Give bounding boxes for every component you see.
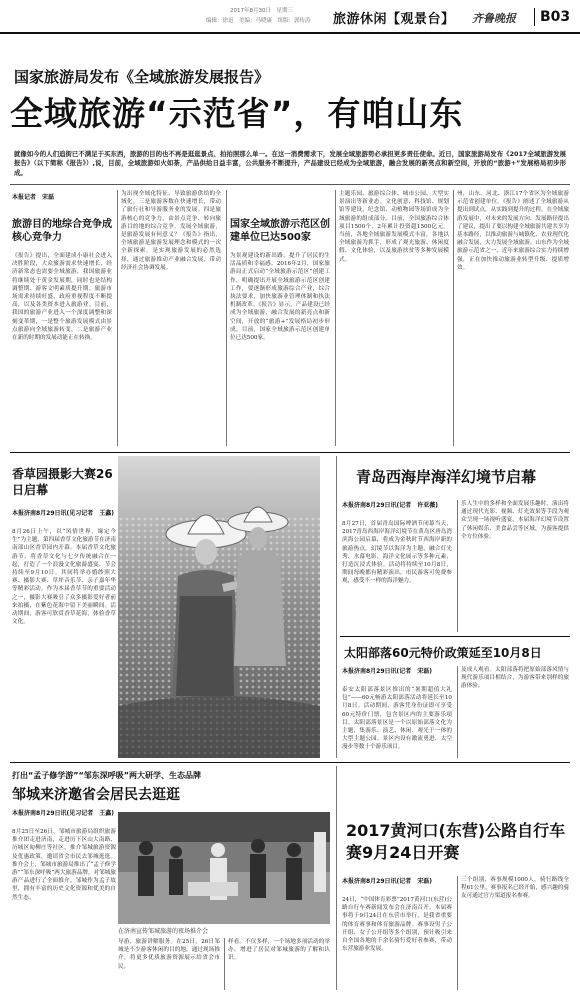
mid-right-body-2: 乐人生中的多样和全面发展乐趣时，演出将通过现代光影、视频、灯光效果等手段为观众呈现一场视听盛宴。本届海洋幻境节设置了休闲娱乐、美食品尝等区域，为游客提供全方位体验。	[461, 501, 569, 540]
header-page-number: B03	[540, 9, 571, 25]
bottom-sep	[336, 766, 337, 990]
yellow-reporter: 本报济南8月29日讯(记者 宋磊)	[342, 878, 433, 885]
top-col-4: 主题乐园、旅游综合体、城市公园、大型实景演出等新业态。文化创意、科技馆、规划馆等建设，纪念馆、动植物园等场馆成为全域旅游的组成部分。目前，全国旅游综合体项目1500个，2年累计投资超1500亿元。当前，各地全域旅游发展模式丰富，各地以全域旅游为抓手，形成了观光旅游、休闲度假、文化体验，以及旅游扶贫等多种发展模式。	[339, 191, 449, 263]
yellow-body: 24日，“中国体育彩票”2017黄河口(东营)公路自行车赛新闻发布会在济南召开。本届赛事将于9月24日在东营市举行，是我省重要的体育赛事和体育旅游品牌。赛事设男子公开组、女子公开组等多个组别，预计吸引来自全国各地的千余名骑行爱好者参赛，带动东营旅游业发展。	[342, 897, 452, 953]
header-meta-date: 2017年8月30日 星期三	[230, 8, 293, 14]
bottom-left-kicker: 打出“孟子修学游”“邹东深呼吸”两大研学、生态品牌	[12, 771, 202, 780]
taier-body-2: 及成人观看。太阳部落将把原始部落风情与现代游乐项目相结合，为游客带来别样的旅游体验。	[461, 667, 569, 690]
top-col-3: 为景观建设的新出路，提升了居民的生活品质和幸福感。2016年2月，国家旅游局正式启动“全域旅游示范区”创建工作，明确提出开展全域旅游示范区创建工作，要逐渐形成旅游综合产业，综合执法要求，加快旅游业管理体制和执法机制改革。《报告》显示，产品建设已经成为全域旅游、融合发展的新亮点和新空间，开放的“旅游+”发展格局初步形成。目前，国家全域旅游示范区创建单位已达500家。	[230, 253, 330, 342]
yellow-headline: 2017黄河口(东营)公路自行车赛9月24日开赛	[346, 821, 566, 862]
top-lead: 就像如今的人们追街已不满足于买东西，旅游的目的也不再是逛逛景点、拍拍照那么单一。在这一消费需求下，发展全域旅游势必承担更多责任使命。近日，国家旅游局发布《2017全域旅游发展报告》（以下简称《报告》）,说，目前，全域旅游如火如荼，产品供给日益丰富，公共服务不断提升，产品建设已经成为全域旅游，融合发展的新亮点和新空间，开放的“旅游+”发展格局初步形成。	[14, 150, 566, 177]
flower-field-photo	[118, 456, 320, 758]
mid-left-headline: 香草园摄影大赛26日启幕	[12, 467, 113, 497]
mid-right-rule	[340, 636, 570, 637]
promotion-event-illustration	[118, 812, 330, 924]
bottom-left-col-sep	[224, 938, 225, 990]
top-col-sep-3	[335, 190, 336, 446]
top-subhead-2: 国家全域旅游示范区创建单位已达500家	[230, 219, 330, 243]
taier-headline: 太阳部落60元特价政策延至10月8日	[344, 646, 542, 660]
mid-left-reporter: 本报济南8月29日讯(见习记者 王鑫)	[12, 510, 115, 517]
header-brand-logo: 齐鲁晚报	[472, 12, 516, 25]
promotion-event-photo	[118, 812, 330, 924]
top-col-2: 为出现全域化特征，导致旅游供给的全域化。三是旅游客数在快速增长，带动了旅行社和导游服务业的发展。四是旅游核心的竞争力，由景点竞争、转向旅游目的地的综合竞争。发展全域旅游，是旅游发展有何意义？《报告》指出，全域旅游是旅游发展理念和模式的一次全新探索，是实现旅游发展的必然选择，通过旅游推动产业融合发展，带动经济社会协调发展。	[121, 191, 221, 271]
top-col-sep-4	[453, 190, 454, 446]
top-col-1: 《报告》提出，全面建成小康社会进入决胜阶段，大众旅游需求快速增长，经济新常态也需要全域旅游，我国旅游业将继续处于黄金发展期，同时也是结构调整期、游客文明素质提升期。旅游市场需求持续旺盛，政府重视程度不断提高，以及各类资本进入旅游业。目前，我国的旅游产业进入一个深度调整和深刻变革期，一是整个旅游发展模式由景点旅游向全域旅游转变，二是旅游产业在新的时期的发展动能正在转换。	[12, 253, 112, 342]
promotion-photo-caption: 在济南宣传邹城旅游的夜场推介会	[118, 928, 209, 935]
mid-left-body: 8月26日上午，以“风情世界，缘定今生”为主题，第四届香草文化旅游节在济南南部山区香草园内开幕。本届香草文化旅游节，将香草文化与七夕传统融合在一起，打造了一个浪漫文化旅游盛宴。节会持续至9月10日。其间将举办婚纱照大赛、摄影大赛、草坪音乐节、亲子嘉年华等精彩活动。作为本届香草节的重要活动之一，摄影大赛吸引了众多摄影爱好者前来拍摄，在紫色花海中留下美丽瞬间。活动期间，游客可欣赏香草花海，体验香草文化。	[12, 529, 116, 626]
mid-right-body: 8月27日，首届青岛国际啤酒节闭幕当天，2017青岛西海岸海洋幻境节在黄岛区唐岛湾滨海公园启幕，将成为金秋时节西海岸新的旅游热点。幻境节以海洋为主题，融合灯光秀、水幕电影、海洋文化展示等多种元素，打造沉浸式体验。活动将持续至10月8日，期间每晚都有精彩演出，市民游客可免费参观，感受不一样的海洋魅力。	[342, 521, 452, 585]
top-reporter: 本报记者 宋磊	[12, 194, 55, 201]
mid-right-reporter: 本报济南8月29日讯(记者 许亚薇)	[342, 502, 439, 509]
top-col-sep-2	[226, 190, 227, 446]
top-kicker: 国家旅游局发布《全域旅游发展报告》	[14, 68, 270, 86]
header-meta-editors: 编辑：徐迅 美编：马晓康 组版：郭传涛	[206, 18, 311, 24]
top-col-5: 州，山东、河北、浙江17个省区为全域旅游示范省创建单位。《报告》阐述了全域旅游从提出到试点，从实践到提升的过程。在全域旅游发展中，对未来的发展方向、发展路径提出了建议，提出了要以构建全域旅游共建共享为基本路径，以推动旅游与城镇化、农业现代化融合发展，大力发展全域旅游。山东作为全域旅游示范省之一，近年来旅游综合实力持续增强，正在加快推动旅游业转型升级、提质增效。	[457, 191, 569, 271]
bottom-left-col-2: 导游、旅游讲解服务。在25日，26日邹城是不少游客休闲的目的地，通过现场推介，将更多优质旅游资源展示给省会市民。	[118, 939, 220, 970]
yellow-col-sep	[457, 876, 458, 990]
top-headline: 全域旅游“示范省”，有咱山东	[10, 94, 464, 133]
bottom-left-headline: 邹城来济邀省会居民去逛逛	[12, 787, 180, 803]
mid-photo-sep	[336, 456, 337, 758]
taier-reporter: 本报济南8月29日讯(记者 宋磊)	[342, 668, 433, 675]
top-lead-rule	[10, 184, 570, 185]
header-rule	[0, 32, 580, 34]
yellow-body-2: 三个组别，赛事规模1000人，骑行路线全程61公里。赛事报名已经开始，感兴趣的骑友可通过官方渠道报名参赛。	[461, 877, 569, 900]
header-divider-bar	[534, 8, 535, 26]
taier-body: 泰安太阳部落景区推出的“暑期超值大礼包”——60元畅游太阳部落活动将延长至10月8日。活动期间，游客凭身份证即可享受60元特价门票，包含景区内的主要游乐项目。太阳部落景区是一个以原始部落文化为主题，集游乐、演艺、休闲、观光于一体的大型主题公园。景区内设有激流勇进、太空漫步等数十个游乐项目。	[342, 687, 452, 751]
bottom-left-reporter: 本报济南8月29日讯(见习记者 王鑫)	[12, 810, 115, 817]
bottom-left-col-3: 样看。不仅多样，一个场地多项活动的举办，增进了居民对邹城旅游的了解和认识。	[228, 939, 330, 962]
mid-bottom-rule	[10, 762, 570, 763]
taier-col-sep	[457, 666, 458, 758]
top-col-sep-1	[117, 190, 118, 446]
flower-field-illustration	[118, 456, 320, 758]
top-bottom-rule	[10, 452, 570, 453]
top-subhead-1: 旅游目的地综合竞争成核心竞争力	[12, 219, 112, 243]
bottom-left-body: 8月25日至26日，邹城市旅游局组织旅游推介团走进济南，走进历下区山大南路、历城区甸柳庄等社区，推介邹城旅游资源及优惠政策，邀请省会市民去邹城逛逛。推介会上，邹城市旅游局推出了“孟子修学游”“邹东深呼吸”两大旅游品牌，对邹城旅游产品进行了全面推介。邹城作为孟子故里，拥有丰富的历史文化资源和优美的自然生态。	[12, 829, 116, 901]
header-section: 旅游休闲【观景台】	[333, 12, 455, 27]
mid-right-col-sep	[457, 500, 458, 632]
mid-right-headline: 青岛西海岸海洋幻境节启幕	[356, 468, 537, 486]
